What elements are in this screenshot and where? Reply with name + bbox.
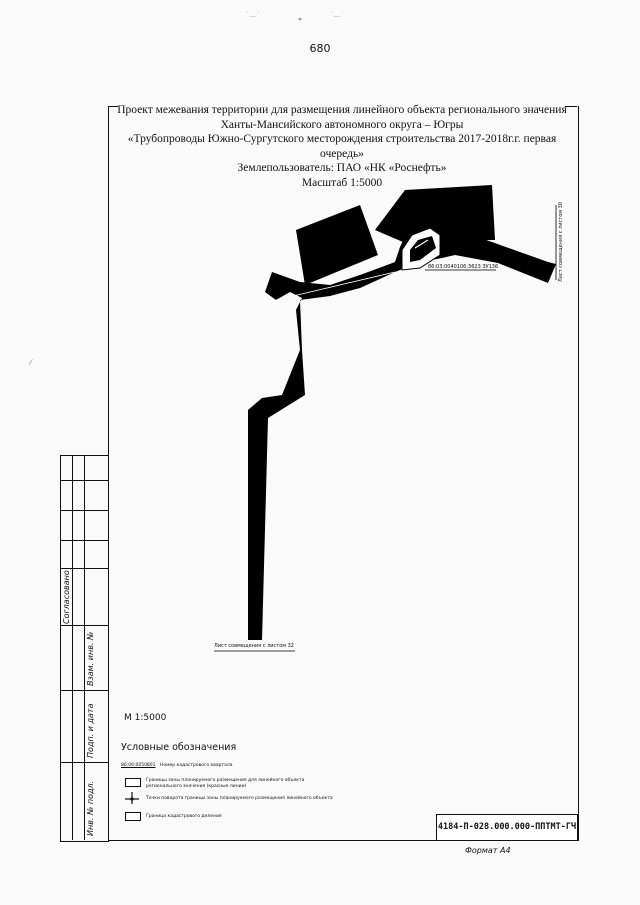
legend-turn-points-text: Точки поворота границы зоны планируемого размещения линейного объекта	[146, 796, 333, 801]
title-line-3: «Трубопроводы Южно-Сургутского месторождения строительства 2017-2018г.г. первая	[127, 133, 557, 145]
legend-turn-points	[146, 796, 333, 802]
title-line-2: Ханты-Мансийского автономного округа – Югры	[220, 118, 464, 131]
title-line-5: Землепользователь: ПАО «НК «Роснефть»	[237, 162, 447, 174]
stamp-agreed: Согласовано	[62, 570, 71, 624]
page-number: 680	[309, 42, 331, 55]
scan-artifact-margin: ⁄	[30, 358, 32, 367]
zone-boundary-box-icon	[125, 778, 141, 787]
stamp-column-divider-2	[84, 455, 85, 840]
stamp-inv-orig: Инв. № подл.	[86, 780, 95, 836]
stamp-row-divider-5	[60, 625, 108, 626]
stamp-row-divider-1	[60, 480, 108, 481]
cadastral-number-sample: 86:06:0050801	[121, 763, 156, 768]
stamp-row-divider-7	[60, 762, 108, 763]
stamp-row-divider-3	[60, 540, 108, 541]
scale-label: М 1:5000	[124, 713, 167, 723]
stamp-replaced-inv: Взам. инв. №	[86, 631, 95, 686]
legend-cadastral-division-text: Граница кадастрового деления	[146, 814, 222, 819]
cadastral-label: 86:03:0040106:3623 ЗУ136	[428, 264, 499, 270]
scan-artifact-left: ·‿·	[246, 8, 261, 17]
stamp-row-divider-4	[60, 568, 108, 569]
scan-artifact-mid: *	[298, 16, 303, 25]
sheet-link-right: Лист совмещения с листом 30	[558, 202, 564, 282]
sheet-link-bottom: Лист совмещения с листом 32	[214, 643, 294, 649]
format-label: Формат А4	[465, 846, 511, 855]
legend-cadastral-number	[121, 763, 233, 769]
legend-zone-boundary-text-1: Границы зоны планируемого размещения для линейного объекта	[146, 778, 305, 783]
planned-zone-main	[248, 213, 556, 640]
cadastral-division-box-icon	[125, 812, 141, 821]
legend-title: Условные обозначения	[121, 742, 237, 753]
stamp-column-divider-1	[72, 455, 73, 840]
legend-zone-boundary-text-2: регионального значения (красные линии)	[146, 784, 247, 789]
document-code: 4184-П-028.000.000-ППТМТ-ГЧ	[436, 814, 578, 841]
title-line-4: очередь»	[320, 147, 364, 160]
title-line-1: Проект межевания территории для размещения линейного объекта регионального значения	[117, 104, 567, 116]
scan-artifact-right: ·‿·	[330, 8, 345, 17]
stamp-row-divider-2	[60, 510, 108, 511]
legend-cadastral-number-text: Номер кадастрового квартала	[159, 763, 233, 768]
legend-zone-boundary	[146, 778, 304, 790]
stamp-row-divider-6	[60, 690, 108, 691]
legend-cadastral-division	[146, 814, 222, 820]
stamp-sign-date: Подп. и дата	[86, 703, 95, 758]
title-line-6: Масштаб 1:5000	[301, 176, 383, 189]
turn-point-icon	[125, 792, 139, 804]
